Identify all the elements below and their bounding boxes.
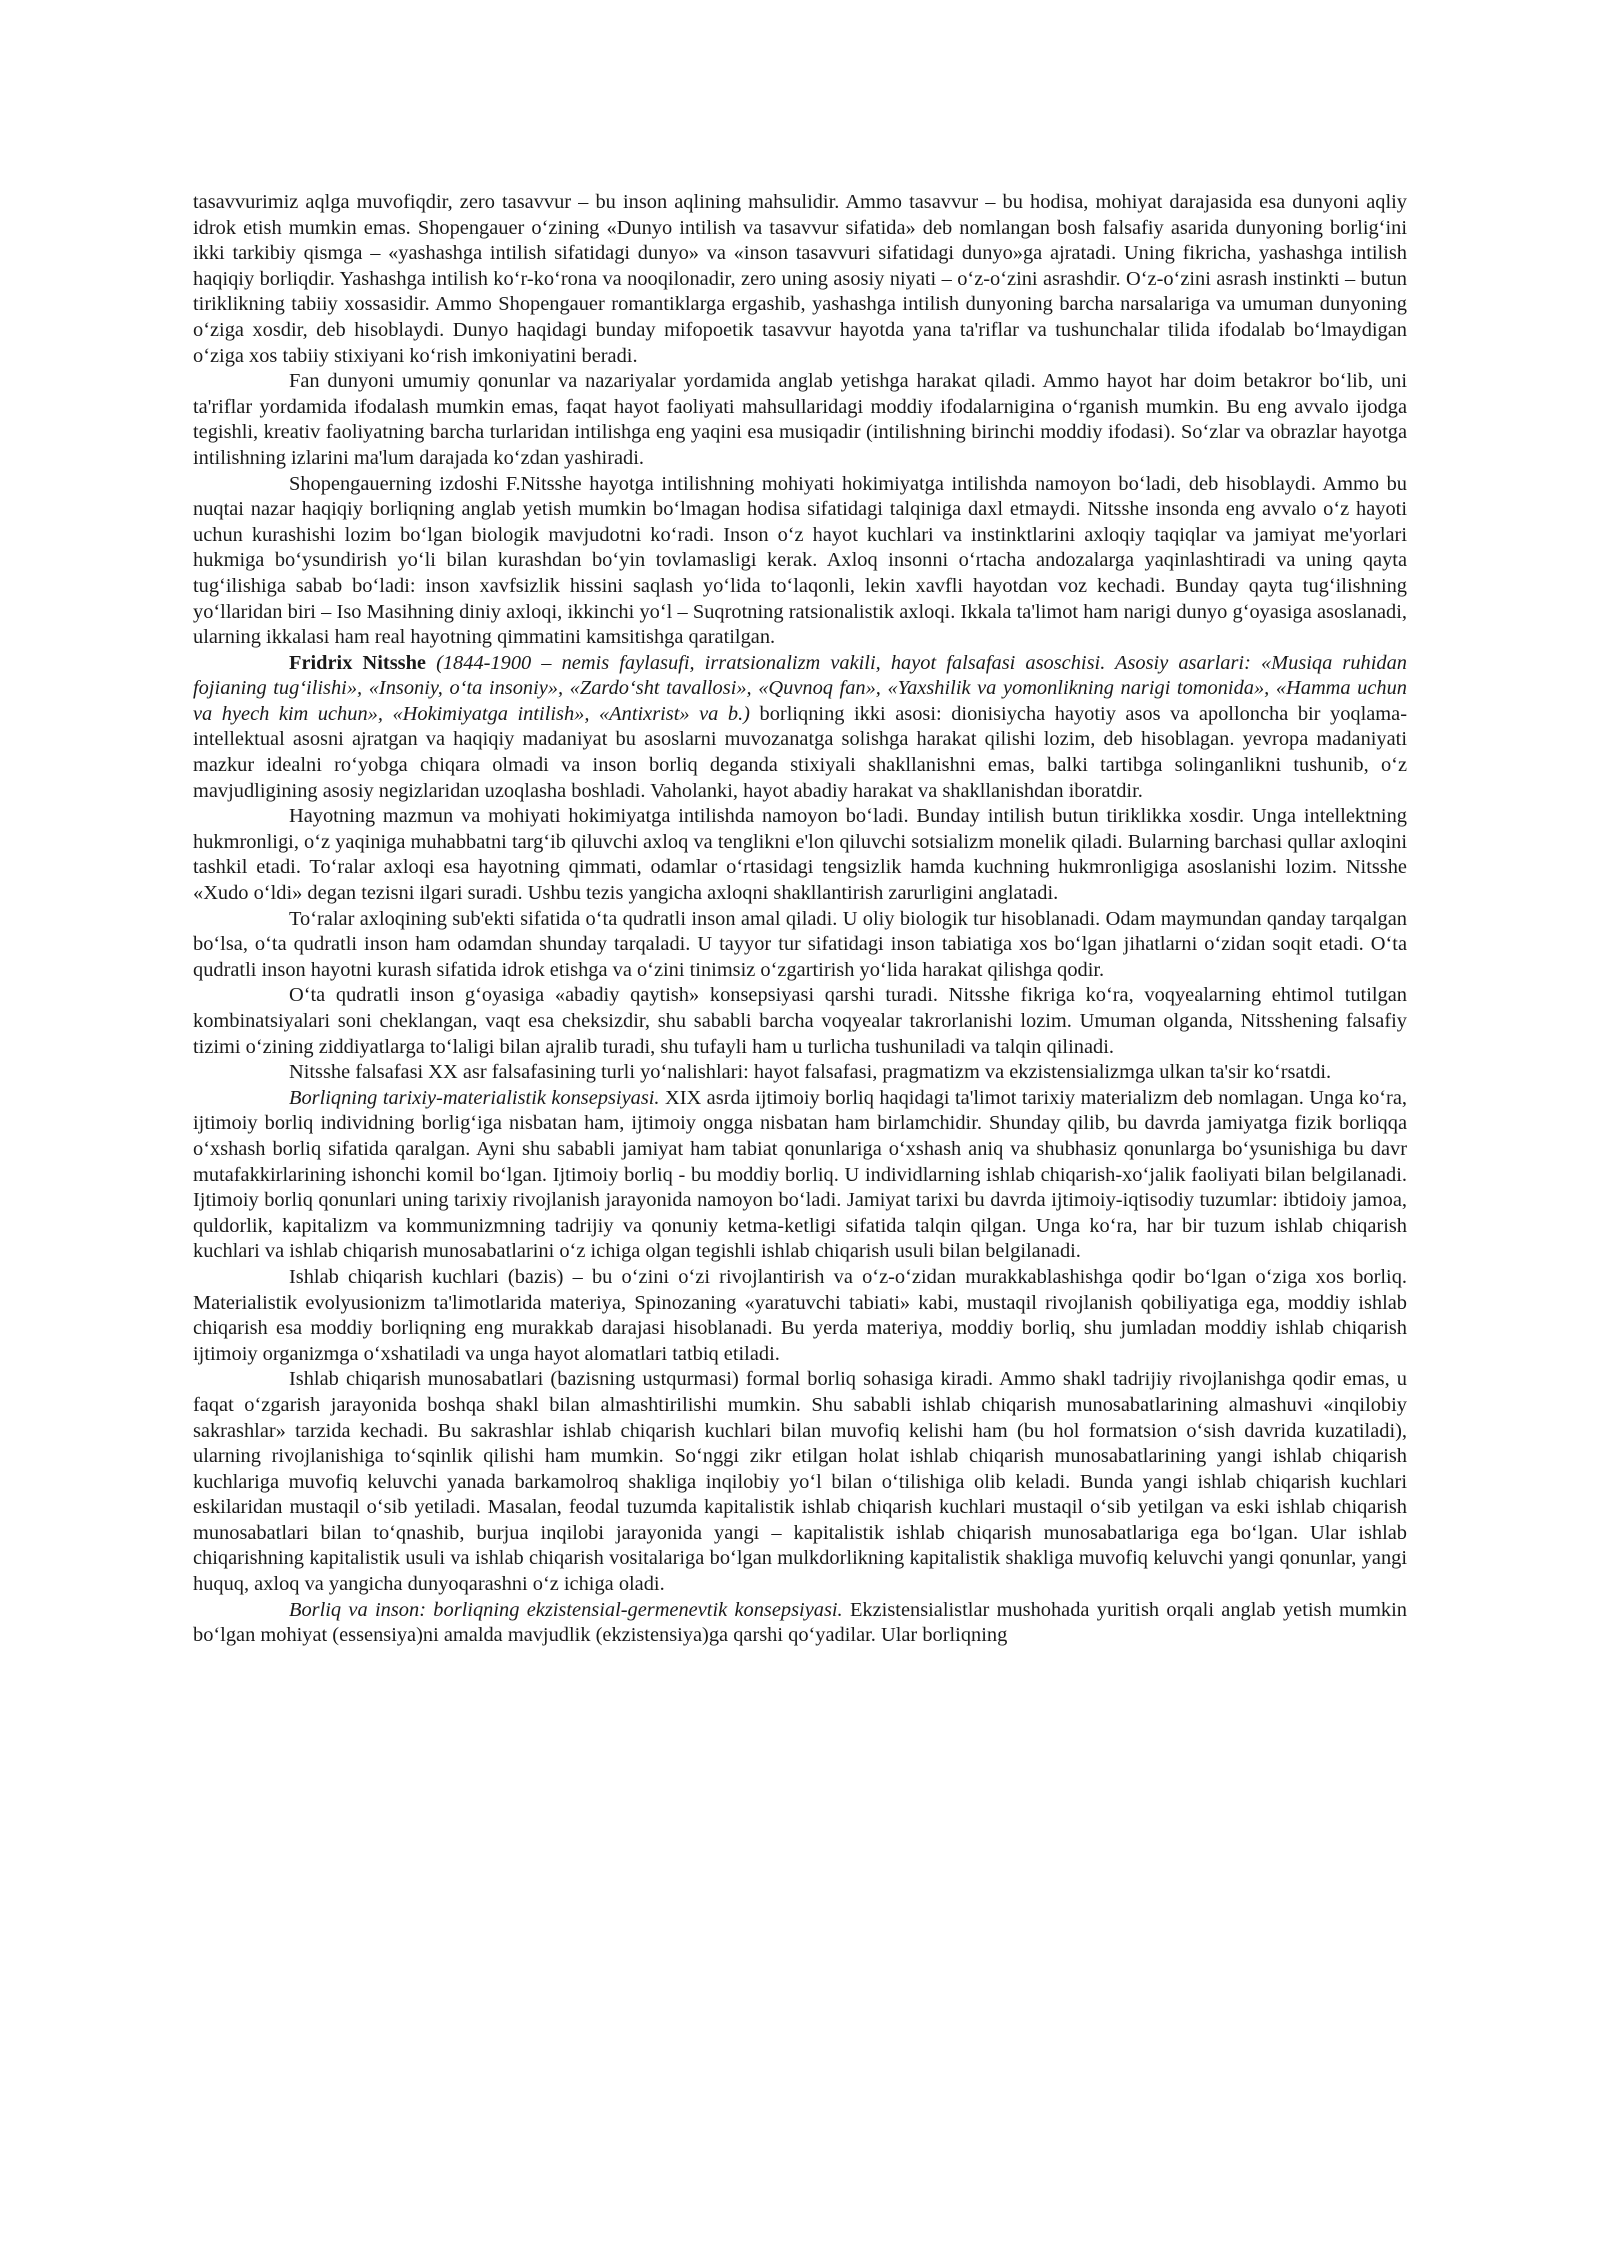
paragraph-10 [193,1265,1407,1367]
text-run: XIX asrda ijtimoiy borliq haqidagi ta'limot tarixiy materializm deb nomlagan. Unga ko‘ra, ijtimoiy borliq individning borlig‘iga nisbatan ham, ijtimoiy ongga nisbatan ham birlamchidir. Shunday qilib, bu davrda jamiyatga fizik borliqqa o‘xshash borliq sifatida qaralgan. Ayni shu sababli jamiyat ham tabiat qonunlariga o‘xshash aniq va shubhasiz qonunlarga bo‘ysunishiga bu davr mutafakkirlarining ishonchi komil bo‘lgan. Ijtimoiy borliq - bu moddiy borliq. U individlarning ishlab chiqarish-xo‘jalik faoliyati bilan belgilanadi. Ijtimoiy borliq qonunlari uning tarixiy rivojlanish jarayonida namoyon bo‘ladi. Jamiyat tarixi bu davrda ijtimoiy-iqtisodiy tuzumlar: ibtidoiy jamoa, quldorlik, kapitalizm va kommunizmning tadrijiy va qonuniy ketma-ketligi sifatida talqin qilgan. Unga ko‘ra, har bir tuzum ishlab chiqarish kuchlari va ishlab chiqarish munosabatlarini o‘z ichiga olgan tegishli ishlab chiqarish usuli bilan belgilanadi. [193,1086,1407,1263]
paragraph-11 [193,1367,1407,1597]
text-run: Fan dunyoni umumiy qonunlar va nazariyalar yordamida anglab yetishga harakat qiladi. Ammo hayot har doim betakror bo‘lib, uni ta'riflar yordamida ifodalash mumkin emas, faqat hayot faoliyati mahsullaridagi moddiy ifodalarnigina o‘rganish mumkin. Bu eng avvalo ijodga tegishli, kreativ faoliyatning barcha turlaridan intilishga eng yaqini esa musiqadir (intilishning birinchi moddiy ifodasi). So‘zlar va obrazlar hayotga intilishning izlarini ma'lum darajada ko‘zdan yashiradi. [193,370,1407,469]
text-run: Nitsshe falsafasi XX asr falsafasining turli yo‘nalishlari: hayot falsafasi, pragmatizm va ekzistensializmga ulkan ta'sir ko‘rsatdi. [289,1061,1332,1084]
text-run: O‘ta qudratli inson g‘oyasiga «abadiy qaytish» konsepsiyasi qarshi turadi. Nitsshe fikriga ko‘ra, voqyealarning ehtimol tutilgan kombinatsiyalari soni cheklangan, vaqt esa cheksizdir, shu sababli barcha voqyealar takrorlanishi lozim. Umuman olganda, Nitsshening falsafiy tizimi o‘zining ziddiyatlarga to‘laligi bilan ajralib turadi, shu tufayli ham u turlicha tushuniladi va talqin qilinadi. [193,984,1407,1058]
text-run: Hayotning mazmun va mohiyati hokimiyatga intilishda namoyon bo‘ladi. Bunday intilish butun tiriklikka xosdir. Unga intellektning hukmronligi, o‘z yaqiniga muhabbatni targ‘ib qiluvchi axloq va tenglikni e'lon qiluvchi sotsializm monelik qiladi. Bularning barchasi qullar axloqini tashkil etadi. To‘ralar axloqi esa hayotning qimmati, odamlar o‘rtasidagi tengsizlik hamda kuchning hukmronligiga asoslanishi lozim. Nitsshe «Xudo o‘ldi» degan tezisni ilgari suradi. Ushbu tezis yangicha axloqni shakllantirish zarurligini anglatadi. [193,805,1407,905]
text-run [426,652,436,674]
section-heading: Borliqning tarixiy-materialistik konsepsiyasi. [289,1086,660,1109]
paragraph-3 [193,472,1407,651]
paragraph-2 [193,369,1407,471]
paragraph-1 [193,190,1407,369]
paragraph-4 [193,651,1407,805]
text-run: Ekzistensialistlar mushohada yuritish orqali anglab yetish mumkin bo‘lgan mohiyat (essensiya)ni amalda mavjudlik (ekzistensiya)ga qarshi qo‘yadilar. Ular borliqning [193,1598,1407,1647]
section-heading: Borliq va inson: borliqning ekzistensial-germenevtik konsepsiyasi. [289,1598,843,1621]
text-run: Ishlab chiqarish kuchlari (bazis) – bu o‘zini o‘zi rivojlantirish va o‘z-o‘zidan murakkablashishga qodir bo‘lgan o‘ziga xos borliq. Materialistik evolyusionizm ta'limotlarida materiya, Spinozaning «yaratuvchi tabiati» kabi, mustaqil rivojlanish qobiliyatiga ega, moddiy ishlab chiqarish esa moddiy borliqning eng murakkab darajasi hisoblanadi. Bu yerda materiya, moddiy borliq, shu jumladan moddiy ishlab chiqarish ijtimoiy organizmga o‘xshatiladi va unga hayot alomatlari tatbiq etiladi. [193,1265,1407,1365]
text-run: Shopengauerning izdoshi F.Nitsshe hayotga intilishning mohiyati hokimiyatga intilishda namoyon bo‘ladi, deb hisoblaydi. Ammo bu nuqtai nazar haqiqiy borliqning anglab yetish mumkin bo‘lmagan hodisa sifatidagi talqiniga daxl etmaydi. Nitsshe insonda eng avvalo o‘z hayoti uchun kurashishi lozim bo‘lgan biologik mavjudotni ko‘radi. Inson o‘z hayot kuchlari va instinktlarini axloqiy taqiqlar va jamiyat me'yorlari hukmiga bo‘ysundirish yo‘li bilan kurashdan bo‘yin tovlamasligi kerak. Axloq insonni o‘rtacha andozalarga yaqinlashtiradi va uning qayta tug‘ilishiga sabab bo‘ladi: inson xavfsizlik hissini saqlash yo‘lida to‘laqonli, lekin xavfli hayotdan voz kechadi. Bunday qayta tug‘ilishning yo‘llaridan biri – Iso Masihning diniy axloqi, ikkinchi yo‘l – Suqrotning ratsionalistik axloqi. Ikkala ta'limot ham narigi dunyo g‘oyasiga asoslanadi, ularning ikkalasi ham real hayotning qimmatini kamsitishga qaratilgan. [193,472,1407,649]
document-page [193,190,1407,1649]
author-bio: (1844-1900 – nemis faylasufi, irratsionalizm vakili, hayot falsafasi asoschisi. Asosiy asarlari: «Musiqa ruhidan fojianing tug‘ilishi», «Insoniy, o‘ta insoniy», «Zardo‘sht tavallosi», «Quvnoq fan», «Yaxshilik va yomonlikning narigi tomonida», «Hamma uchun va hyech kim uchun», «Hokimiyatga intilish», «Antixrist» va b.) [193,651,1407,725]
author-name: Fridrix Nitsshe [289,651,426,674]
paragraph-8 [193,1060,1407,1086]
paragraph-7 [193,983,1407,1060]
paragraph-12 [193,1598,1407,1649]
text-run: Ishlab chiqarish munosabatlari (bazisning ustqurmasi) formal borliq sohasiga kiradi. Ammo shakl tadrijiy rivojlanishga qodir emas, u faqat o‘zgarish jarayonida boshqa shakl bilan almashtirilishi mumkin. Shu sababli ishlab chiqarish munosabatlarining almashuvi «inqilobiy sakrashlar» tarzida kechadi. Bu sakrashlar ishlab chiqarish kuchlari bilan muvofiq kelishi ham (bu hol formatsion o‘sish davrida kuzatiladi), ularning rivojlanishiga to‘sqinlik qilishi ham mumkin. So‘nggi zikr etilgan holat ishlab chiqarish munosabatlarining yangi ishlab chiqarish kuchlariga muvofiq keluvchi yanada barkamolroq shakliga inqilobiy yo‘l bilan o‘tilishiga olib keladi. Bunda yangi ishlab chiqarish kuchlari eskilaridan mustaqil o‘sib yetiladi. Masalan, feodal tuzumda kapitalistik ishlab chiqarish kuchlari mustaqil o‘sib yetilgan va eski ishlab chiqarish munosabatlari bilan to‘qnashib, burjua inqilobi jarayonida yangi – kapitalistik ishlab chiqarish munosabatlariga ega bo‘lgan. Ular ishlab chiqarishning kapitalistik usuli va ishlab chiqarish vositalariga bo‘lgan mulkdorlikning kapitalistik shakliga muvofiq keluvchi yangi qonunlar, yangi huquq, axloq va yangicha dunyoqarashni o‘z ichiga oladi. [193,1368,1407,1596]
paragraph-6 [193,907,1407,984]
paragraph-9 [193,1086,1407,1265]
text-run: tasavvurimiz aqlga muvofiqdir, zero tasavvur – bu inson aqlining mahsulidir. Ammo tasavvur – bu hodisa, mohiyat darajasida esa dunyoni aqliy idrok etish mumkin emas. Shopengauer o‘zining «Dunyo intilish va tasavvur sifatida» deb nomlangan bosh falsafiy asarida dunyoning borlig‘ini ikki tarkibiy qismga – «yashashga intilish sifatidagi dunyo» va «inson tasavvuri sifatidagi dunyo»ga ajratadi. Uning fikricha, yashashga intilish haqiqiy borliqdir. Yashashga intilish ko‘r-ko‘rona va nooqilonadir, zero uning asosiy niyati – o‘z-o‘zini asrashdir. O‘z-o‘zini asrash instinkti – butun tiriklikning tabiiy xossasidir. Ammo Shopengauer romantiklarga ergashib, yashashga intilish dunyoning barcha narsalariga va umuman dunyoning o‘ziga xosdir, deb hisoblaydi. Dunyo haqidagi bunday mifopoetik tasavvur hayotda yana ta'riflar va tushunchalar tilida ifodalab bo‘lmaydigan o‘ziga xos tabiiy stixiyani ko‘rish imkoniyatini beradi. [193,191,1407,367]
text-run: To‘ralar axloqining sub'ekti sifatida o‘ta qudratli inson amal qiladi. U oliy biologik tur hisoblanadi. Odam maymundan qanday tarqalgan bo‘lsa, o‘ta qudratli inson ham odamdan shunday tarqaladi. U tayyor tur sifatidagi inson tabiatiga xos bo‘lgan jihatlarni o‘zidan soqit etadi. O‘ta qudratli inson hayotni kurash sifatida idrok etishga va o‘zini tinimsiz o‘zgartirish yo‘lida harakat qilishga qodir. [193,907,1407,981]
text-run: borliqning ikki asosi: dionisiycha hayotiy asos va apolloncha bir yoqlama-intellektual asosni ajratgan va haqiqiy madaniyat bu asoslarni muvozanatga solishga harakat qilishi lozim, deb hisoblagan. yevropa madaniyati mazkur idealni ro‘yobga chiqara olmadi va inson borliq deganda stixiyali shakllanishni emas, balki tartibga solinganlikni tushunib, o‘z mavjudligining asosiy negizlaridan uzoqlasha boshladi. Vaholanki, hayot abadiy harakat va shakllanishdan iboratdir. [193,702,1407,802]
paragraph-5 [193,804,1407,906]
